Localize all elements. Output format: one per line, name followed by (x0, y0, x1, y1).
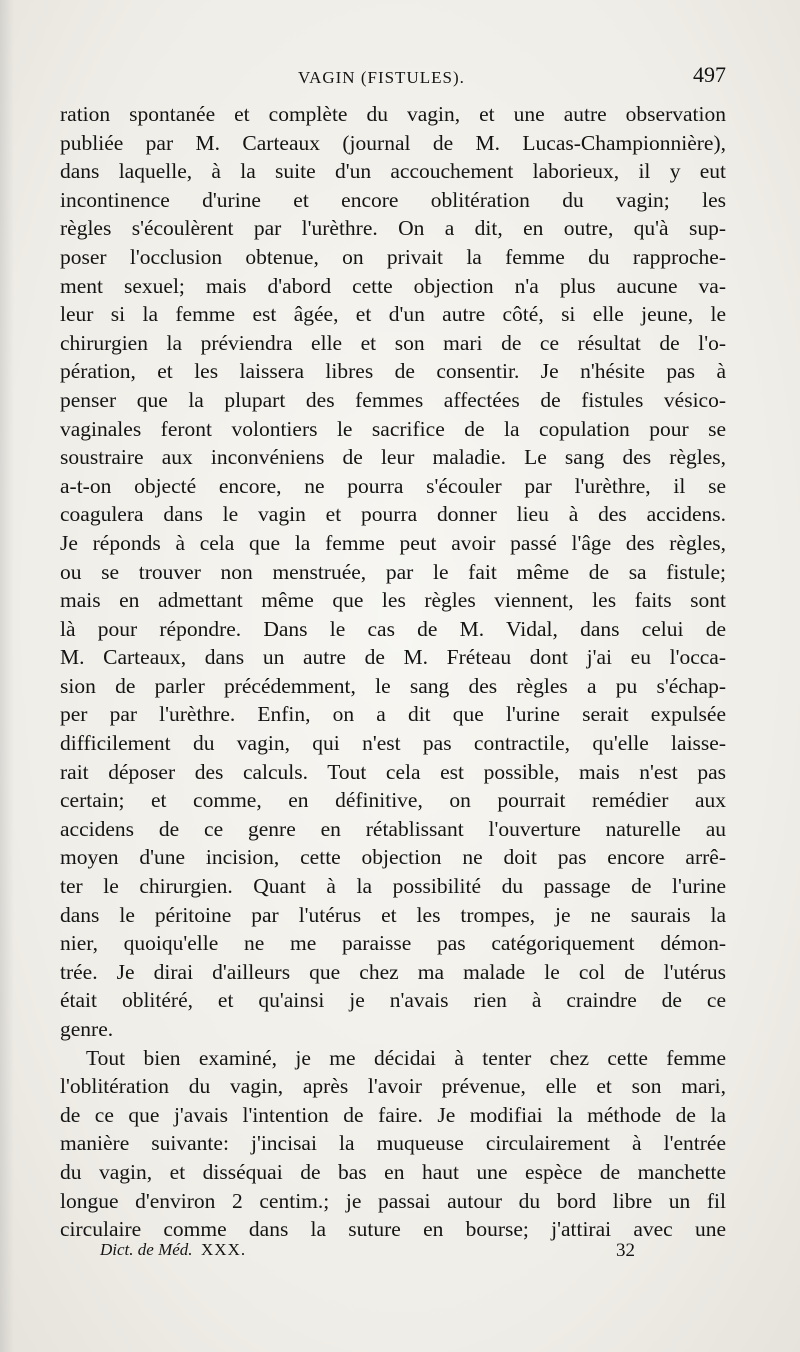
text-line: nier, quoiqu'elle ne me paraisse pas catégoriquement démon- (60, 931, 726, 956)
text-line: moyen d'une incision, cette objection ne doit pas encore arrê- (60, 845, 726, 870)
text-line: per par l'urèthre. Enfin, on a dit que l'urine serait expulsée (60, 702, 726, 727)
text-line: l'oblitération du vagin, après l'avoir prévenue, elle et son mari, (60, 1074, 726, 1099)
text-line: M. Carteaux, dans un autre de M. Fréteau dont j'ai eu l'occa- (60, 645, 726, 670)
text-line: longue d'environ 2 centim.; je passai autour du bord libre un fil (60, 1188, 726, 1213)
text-line: sion de parler précédemment, le sang des règles a pu s'échap- (60, 673, 726, 698)
text-line: Je réponds à cela que la femme peut avoir passé l'âge des règles, (60, 530, 726, 555)
text-line: de ce que j'avais l'intention de faire. Je modifiai la méthode de la (60, 1102, 726, 1127)
text-line: circulaire comme dans la suture en bourse; j'attirai avec une (60, 1217, 726, 1242)
text-line: publiée par M. Carteaux (journal de M. Lucas-Championnière), (60, 130, 726, 155)
text-line: mais en admettant même que les règles viennent, les faits sont (60, 588, 726, 613)
text-line: du vagin, et disséquai de bas en haut une espèce de manchette (60, 1159, 726, 1184)
text-line: ou se trouver non menstruée, par le fait même de sa fistule; (60, 559, 726, 584)
signature-mark (100, 1240, 246, 1260)
text-line: coagulera dans le vagin et pourra donner lieu à des accidens. (60, 502, 726, 527)
page-footer (100, 1240, 660, 1268)
text-line: dans le péritoine par l'utérus et les trompes, je ne saurais la (60, 902, 726, 927)
text-line: vaginales feront volontiers le sacrifice de la copulation pour se (60, 416, 726, 441)
text-line: a-t-on objecté encore, ne pourra s'écouler par l'urèthre, il se (60, 473, 726, 498)
text-line: rait déposer des calculs. Tout cela est possible, mais n'est pas (60, 759, 726, 784)
page-header (60, 62, 726, 94)
text-line: penser que la plupart des femmes affectées de fistules vésico- (60, 387, 726, 412)
text-line: leur si la femme est âgée, et d'un autre côté, si elle jeune, le (60, 302, 726, 327)
paragraph-end-line: genre. (60, 1017, 114, 1041)
text-line: dans laquelle, à la suite d'un accouchement laborieux, il y eut (60, 159, 726, 184)
running-head: VAGIN (FISTULES). (298, 68, 465, 87)
page-number: 497 (693, 62, 726, 87)
text-line: ter le chirurgien. Quant à la possibilité du passage de l'urine (60, 874, 726, 899)
paragraph-start-line: Tout bien examiné, je me décidai à tenter chez cette femme (86, 1045, 726, 1070)
text-line: soustraire aux inconvéniens de leur maladie. Le sang des règles, (60, 445, 726, 470)
text-line: difficilement du vagin, qui n'est pas contractile, qu'elle laisse- (60, 731, 726, 756)
text-line: trée. Je dirai d'ailleurs que chez ma malade le col de l'utérus (60, 959, 726, 984)
text-line: règles s'écoulèrent par l'urèthre. On a dit, en outre, qu'à sup- (60, 216, 726, 241)
text-line: ration spontanée et complète du vagin, et une autre observation (60, 102, 726, 126)
volume-number: XXX. (201, 1240, 247, 1259)
text-line: certain; et comme, en définitive, on pourrait remédier aux (60, 788, 726, 813)
text-line: chirurgien la préviendra elle et son mari de ce résultat de l'o- (60, 330, 726, 355)
text-line: manière suivante: j'incisai la muqueuse circulairement à l'entrée (60, 1131, 726, 1156)
page-edge-shadow (0, 0, 14, 1352)
text-line: était oblitéré, et qu'ainsi je n'avais rien à craindre de ce (60, 988, 726, 1013)
text-line: pération, et les laissera libres de consentir. Je n'hésite pas à (60, 359, 726, 384)
text-line: là pour répondre. Dans le cas de M. Vidal, dans celui de (60, 616, 726, 641)
text-line: ment sexuel; mais d'abord cette objection n'a plus aucune va- (60, 273, 726, 298)
body-text (60, 100, 726, 1244)
text-line: accidens de ce genre en rétablissant l'ouverture naturelle au (60, 816, 726, 841)
signature-title: Dict. de Méd. (100, 1240, 193, 1259)
text-line: poser l'occlusion obtenue, on privait la femme du rapproche- (60, 244, 726, 269)
sheet-number: 32 (616, 1240, 635, 1261)
text-line: incontinence d'urine et encore oblitération du vagin; les (60, 187, 726, 212)
